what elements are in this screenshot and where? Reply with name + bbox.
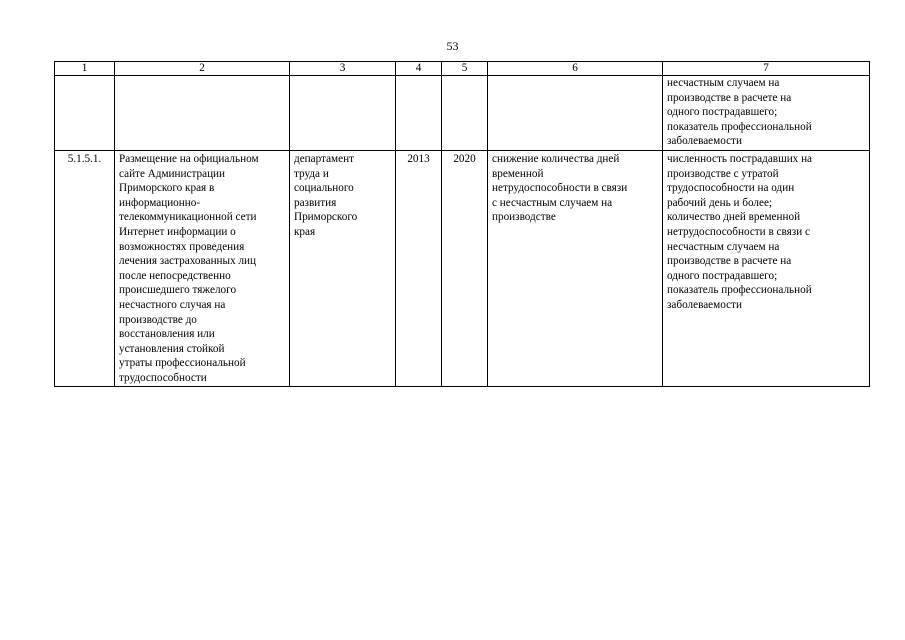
text-line: производстве до [119, 313, 197, 326]
empty-cell [488, 76, 663, 151]
text-line: производстве в расчете на [667, 91, 792, 104]
text-line: производстве [492, 211, 556, 224]
text-line: установления стойкой [119, 342, 225, 355]
text-line: утраты профессиональной [119, 357, 246, 370]
text-line: Приморского [294, 211, 358, 224]
header-cell-3: 3 [290, 62, 396, 76]
text-line: Приморского края в [119, 182, 215, 195]
table-row [55, 151, 870, 387]
empty-cell [290, 76, 396, 151]
measures-table [54, 61, 870, 387]
text-line: трудоспособности [119, 371, 207, 384]
text-line: департамент [294, 153, 354, 165]
text-line: нетрудоспособности в связи с [667, 225, 810, 238]
text-line: снижение количества дней [492, 153, 620, 165]
header-cell-7: 7 [663, 62, 870, 76]
text-line: социального [294, 182, 354, 195]
header-cell-1: 1 [55, 62, 115, 76]
text-line: рабочий день и более; [667, 196, 773, 209]
text-line: телекоммуникационной сети [119, 211, 257, 224]
header-cell-5: 5 [442, 62, 488, 76]
text-line: численность пострадавших на [667, 153, 813, 165]
text-line: края [294, 225, 316, 238]
result-cell [488, 151, 663, 387]
text-line: Интернет информации о [119, 225, 236, 238]
text-line: сайте Администрации [119, 167, 226, 180]
empty-cell [442, 76, 488, 151]
text-line: происшедшего тяжелого [119, 284, 237, 297]
text-line: с несчастным случаем на [492, 196, 613, 209]
text-line: временной [492, 167, 544, 180]
empty-cell [396, 76, 442, 151]
text-line: трудоспособности на один [667, 182, 795, 195]
text-line: возможностях проведения [119, 240, 245, 253]
text-line: информационно- [119, 196, 201, 209]
start-year-cell: 2013 [396, 151, 442, 387]
header-cell-6: 6 [488, 62, 663, 76]
header-cell-4: 4 [396, 62, 442, 76]
empty-cell [55, 76, 115, 151]
header-cell-2: 2 [115, 62, 290, 76]
text-line: Размещение на официальном [119, 153, 259, 165]
text-line: нетрудоспособности в связи [492, 182, 628, 195]
header-row [55, 62, 870, 76]
executor-cell [290, 151, 396, 387]
text-line: заболеваемости [667, 298, 742, 311]
empty-cell [115, 76, 290, 151]
text-line: лечения застрахованных лиц [119, 255, 257, 268]
text-line: восстановления или [119, 328, 215, 341]
text-line: показатель профессиональной [667, 284, 812, 297]
text-line: показатель профессиональной [667, 120, 812, 133]
text-line: одного пострадавшего; [667, 106, 778, 119]
continuation-row [55, 76, 870, 151]
text-line: после непосредственно [119, 269, 231, 282]
text-line: несчастным случаем на [667, 240, 780, 253]
description-cell [115, 151, 290, 387]
text-line: производстве с утратой [667, 167, 779, 180]
text-line: количество дней временной [667, 211, 801, 224]
text-line: несчастного случая на [119, 298, 226, 311]
indicators-cell [663, 151, 870, 387]
page-number: 53 [446, 39, 459, 53]
text-line: труда и [294, 167, 329, 180]
text-line: развития [294, 196, 337, 209]
text-line: производстве в расчете на [667, 255, 792, 268]
item-code: 5.1.5.1. [55, 151, 115, 387]
text-line: заболеваемости [667, 135, 742, 148]
text-line: одного пострадавшего; [667, 269, 778, 282]
end-year-cell: 2020 [442, 151, 488, 387]
indicators-continued-cell [663, 76, 870, 151]
text-line: несчастным случаем на [667, 77, 780, 89]
